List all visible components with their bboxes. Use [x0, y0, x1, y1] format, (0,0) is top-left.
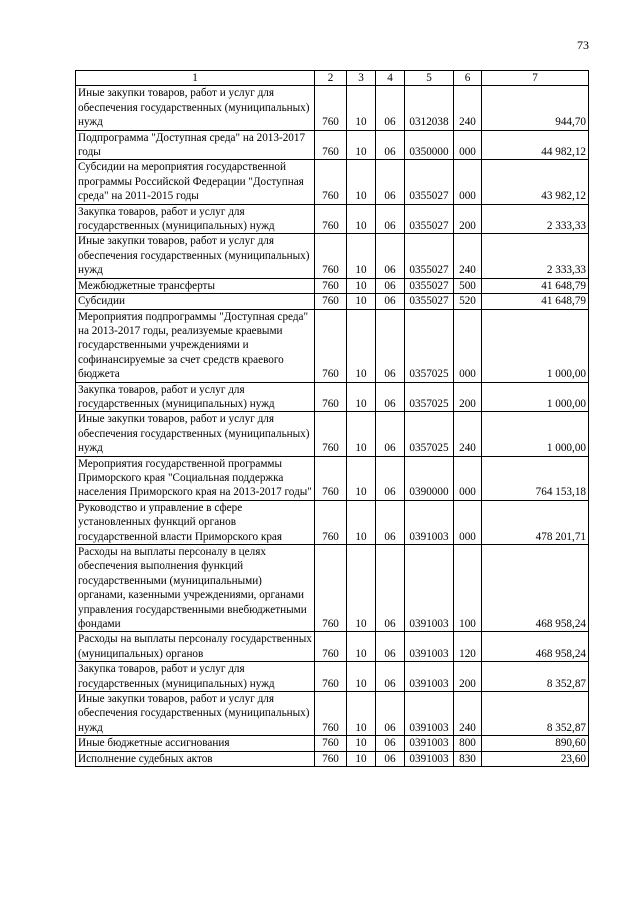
- row-expense-type-code: 000: [454, 456, 482, 500]
- header-col-4: 4: [376, 71, 405, 86]
- row-ministry-code: 760: [315, 545, 347, 632]
- table-row: [76, 309, 589, 382]
- row-expense-type-code: 000: [454, 130, 482, 160]
- row-subsection-code: 06: [376, 736, 405, 751]
- row-name: Закупка товаров, работ и услуг для государственных (муниципальных) нужд: [76, 382, 315, 412]
- row-name: Закупка товаров, работ и услуг для государственных (муниципальных) нужд: [76, 204, 315, 234]
- row-section-code: 10: [347, 412, 376, 456]
- table-row: [76, 204, 589, 234]
- row-expense-type-code: 240: [454, 86, 482, 130]
- row-section-code: 10: [347, 278, 376, 293]
- row-target-code: 0355027: [405, 160, 454, 204]
- row-expense-type-code: 240: [454, 692, 482, 736]
- row-section-code: 10: [347, 309, 376, 382]
- row-name: Субсидии: [76, 294, 315, 309]
- row-subsection-code: 06: [376, 86, 405, 130]
- header-col-7: 7: [482, 71, 589, 86]
- row-section-code: 10: [347, 545, 376, 632]
- row-name: Иные закупки товаров, работ и услуг для обеспечения государственных (муниципальных) нужд: [76, 234, 315, 278]
- row-section-code: 10: [347, 382, 376, 412]
- row-name: Расходы на выплаты персоналу государственных (муниципальных) органов: [76, 632, 315, 662]
- row-amount: 1 000,00: [482, 382, 589, 412]
- row-section-code: 10: [347, 160, 376, 204]
- row-target-code: 0357025: [405, 412, 454, 456]
- header-col-2: 2: [315, 71, 347, 86]
- row-amount: 2 333,33: [482, 234, 589, 278]
- row-section-code: 10: [347, 86, 376, 130]
- header-col-1: 1: [76, 71, 315, 86]
- row-name: Мероприятия государственной программы Приморского края "Социальная поддержка населения Приморского края на 2013-2017 годы": [76, 456, 315, 500]
- row-target-code: 0312038: [405, 86, 454, 130]
- row-subsection-code: 06: [376, 692, 405, 736]
- row-ministry-code: 760: [315, 204, 347, 234]
- table-row: [76, 278, 589, 293]
- table-row: [76, 234, 589, 278]
- row-amount: 1 000,00: [482, 412, 589, 456]
- row-subsection-code: 06: [376, 204, 405, 234]
- table-row: [76, 456, 589, 500]
- row-subsection-code: 06: [376, 382, 405, 412]
- row-section-code: 10: [347, 456, 376, 500]
- row-name: Расходы на выплаты персоналу в целях обеспечения выполнения функций государственными (муниципальными) органами, казенными учреждениями, органами управления государственными внебюджетными фондами: [76, 545, 315, 632]
- row-amount: 468 958,24: [482, 632, 589, 662]
- row-ministry-code: 760: [315, 736, 347, 751]
- row-amount: 468 958,24: [482, 545, 589, 632]
- row-section-code: 10: [347, 632, 376, 662]
- row-name: Руководство и управление в сфере установленных функций органов государственной власти Приморского края: [76, 500, 315, 544]
- row-ministry-code: 760: [315, 294, 347, 309]
- row-target-code: 0391003: [405, 632, 454, 662]
- row-subsection-code: 06: [376, 545, 405, 632]
- row-amount: 44 982,12: [482, 130, 589, 160]
- row-name: Иные закупки товаров, работ и услуг для обеспечения государственных (муниципальных) нужд: [76, 86, 315, 130]
- row-expense-type-code: 200: [454, 382, 482, 412]
- row-name: Исполнение судебных актов: [76, 751, 315, 766]
- header-col-5: 5: [405, 71, 454, 86]
- table-row: [76, 86, 589, 130]
- row-expense-type-code: 200: [454, 204, 482, 234]
- row-target-code: 0355027: [405, 294, 454, 309]
- table-row: [76, 160, 589, 204]
- row-amount: 1 000,00: [482, 309, 589, 382]
- row-amount: 23,60: [482, 751, 589, 766]
- row-ministry-code: 760: [315, 278, 347, 293]
- row-ministry-code: 760: [315, 309, 347, 382]
- row-name: Закупка товаров, работ и услуг для государственных (муниципальных) нужд: [76, 662, 315, 692]
- row-expense-type-code: 120: [454, 632, 482, 662]
- row-subsection-code: 06: [376, 160, 405, 204]
- row-name: Иные бюджетные ассигнования: [76, 736, 315, 751]
- row-subsection-code: 06: [376, 309, 405, 382]
- row-expense-type-code: 240: [454, 412, 482, 456]
- row-subsection-code: 06: [376, 751, 405, 766]
- row-expense-type-code: 000: [454, 500, 482, 544]
- row-target-code: 0355027: [405, 204, 454, 234]
- row-section-code: 10: [347, 234, 376, 278]
- row-expense-type-code: 830: [454, 751, 482, 766]
- row-target-code: 0357025: [405, 382, 454, 412]
- row-subsection-code: 06: [376, 130, 405, 160]
- row-target-code: 0391003: [405, 545, 454, 632]
- row-section-code: 10: [347, 130, 376, 160]
- row-target-code: 0391003: [405, 662, 454, 692]
- row-expense-type-code: 000: [454, 160, 482, 204]
- row-amount: 41 648,79: [482, 278, 589, 293]
- row-subsection-code: 06: [376, 234, 405, 278]
- row-name: Иные закупки товаров, работ и услуг для обеспечения государственных (муниципальных) нужд: [76, 412, 315, 456]
- row-amount: 478 201,71: [482, 500, 589, 544]
- row-target-code: 0390000: [405, 456, 454, 500]
- budget-table: [75, 70, 589, 767]
- table-row: [76, 500, 589, 544]
- row-amount: 8 352,87: [482, 692, 589, 736]
- row-expense-type-code: 500: [454, 278, 482, 293]
- row-target-code: 0355027: [405, 278, 454, 293]
- row-ministry-code: 760: [315, 662, 347, 692]
- header-col-3: 3: [347, 71, 376, 86]
- row-subsection-code: 06: [376, 500, 405, 544]
- row-ministry-code: 760: [315, 456, 347, 500]
- page-number: 73: [577, 38, 589, 52]
- table-row: [76, 545, 589, 632]
- row-section-code: 10: [347, 204, 376, 234]
- row-amount: 8 352,87: [482, 662, 589, 692]
- table-row: [76, 294, 589, 309]
- table-row: [76, 692, 589, 736]
- row-expense-type-code: 200: [454, 662, 482, 692]
- row-target-code: 0391003: [405, 736, 454, 751]
- row-expense-type-code: 100: [454, 545, 482, 632]
- row-ministry-code: 760: [315, 86, 347, 130]
- row-target-code: 0357025: [405, 309, 454, 382]
- table-row: [76, 382, 589, 412]
- table-row: [76, 632, 589, 662]
- row-ministry-code: 760: [315, 692, 347, 736]
- table-row: [76, 751, 589, 766]
- row-section-code: 10: [347, 692, 376, 736]
- row-ministry-code: 760: [315, 500, 347, 544]
- table-header-row: [76, 71, 589, 86]
- row-subsection-code: 06: [376, 456, 405, 500]
- row-ministry-code: 760: [315, 412, 347, 456]
- row-amount: 944,70: [482, 86, 589, 130]
- table-row: [76, 736, 589, 751]
- row-name: Иные закупки товаров, работ и услуг для обеспечения государственных (муниципальных) нужд: [76, 692, 315, 736]
- table-row: [76, 130, 589, 160]
- row-target-code: 0391003: [405, 692, 454, 736]
- row-amount: 2 333,33: [482, 204, 589, 234]
- row-expense-type-code: 000: [454, 309, 482, 382]
- row-ministry-code: 760: [315, 234, 347, 278]
- row-subsection-code: 06: [376, 632, 405, 662]
- row-amount: 890,60: [482, 736, 589, 751]
- row-target-code: 0391003: [405, 751, 454, 766]
- row-ministry-code: 760: [315, 160, 347, 204]
- row-name: Субсидии на мероприятия государственной программы Российской Федерации "Доступная среда" на 2011-2015 годы: [76, 160, 315, 204]
- row-subsection-code: 06: [376, 662, 405, 692]
- row-amount: 43 982,12: [482, 160, 589, 204]
- row-expense-type-code: 520: [454, 294, 482, 309]
- row-ministry-code: 760: [315, 382, 347, 412]
- table-row: [76, 662, 589, 692]
- row-subsection-code: 06: [376, 294, 405, 309]
- row-section-code: 10: [347, 751, 376, 766]
- row-subsection-code: 06: [376, 412, 405, 456]
- row-name: Подпрограмма "Доступная среда" на 2013-2017 годы: [76, 130, 315, 160]
- row-ministry-code: 760: [315, 751, 347, 766]
- row-ministry-code: 760: [315, 130, 347, 160]
- header-col-6: 6: [454, 71, 482, 86]
- row-target-code: 0391003: [405, 500, 454, 544]
- row-amount: 41 648,79: [482, 294, 589, 309]
- row-name: Межбюджетные трансферты: [76, 278, 315, 293]
- table-row: [76, 412, 589, 456]
- row-subsection-code: 06: [376, 278, 405, 293]
- row-section-code: 10: [347, 662, 376, 692]
- row-section-code: 10: [347, 500, 376, 544]
- row-amount: 764 153,18: [482, 456, 589, 500]
- row-target-code: 0355027: [405, 234, 454, 278]
- row-section-code: 10: [347, 294, 376, 309]
- row-target-code: 0350000: [405, 130, 454, 160]
- row-expense-type-code: 800: [454, 736, 482, 751]
- row-name: Мероприятия подпрограммы "Доступная среда" на 2013-2017 годы, реализуемые краевыми государственными учреждениями и софинансируемые за счет средств краевого бюджета: [76, 309, 315, 382]
- row-ministry-code: 760: [315, 632, 347, 662]
- row-section-code: 10: [347, 736, 376, 751]
- row-expense-type-code: 240: [454, 234, 482, 278]
